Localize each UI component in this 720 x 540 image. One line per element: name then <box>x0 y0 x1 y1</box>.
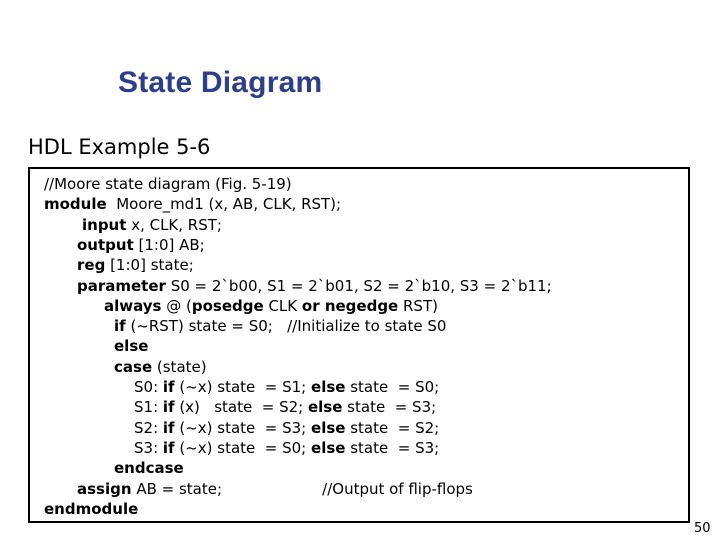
code-line <box>114 357 207 377</box>
code-keyword: endcase <box>114 459 184 478</box>
code-keyword: endmodule <box>44 499 139 518</box>
code-keyword: module <box>44 195 107 214</box>
code-keyword: case <box>114 357 153 376</box>
code-text: (state) <box>152 357 207 376</box>
code-line <box>77 276 552 296</box>
code-keyword: else <box>311 418 346 437</box>
code-line <box>114 316 446 336</box>
code-keyword: output <box>77 235 134 254</box>
code-block <box>28 167 690 523</box>
code-line <box>114 458 184 478</box>
code-text: (~RST) state = S0; //Initialize to state S0 <box>125 317 447 336</box>
code-keyword: or negedge <box>301 296 399 315</box>
code-text: (~x) state = S0; <box>174 438 312 457</box>
code-text: [1:0] AB; <box>133 235 205 254</box>
code-line <box>77 255 194 275</box>
code-line <box>82 215 222 235</box>
code-text: S1: <box>134 398 163 417</box>
code-text: x, CLK, RST; <box>126 215 222 234</box>
code-text: //Moore state diagram (Fig. 5-19) <box>44 175 292 193</box>
code-keyword: if <box>114 317 126 336</box>
code-keyword: always <box>104 296 162 315</box>
code-text: S0: <box>134 378 163 396</box>
code-text: state = S3; <box>345 438 440 457</box>
code-keyword: reg <box>77 256 106 275</box>
page-number: 50 <box>694 521 711 536</box>
code-text: S2: <box>134 418 163 437</box>
code-keyword: assign <box>77 479 132 498</box>
code-keyword: if <box>162 438 175 457</box>
code-text: CLK <box>263 296 302 315</box>
code-keyword: else <box>307 398 343 417</box>
code-line <box>44 499 138 519</box>
code-text: state = S3; <box>342 398 437 417</box>
code-keyword: posedge <box>191 296 264 315</box>
code-keyword: else <box>311 378 346 396</box>
slide-title: State Diagram <box>118 66 323 99</box>
code-keyword: parameter <box>77 276 166 295</box>
code-text: AB = state; //Output of flip-flops <box>131 479 473 498</box>
code-text: Moore_md1 (x, AB, CLK, RST); <box>106 195 342 214</box>
code-text: (x) state = S2; <box>174 398 308 417</box>
code-text: RST) <box>398 296 438 315</box>
code-line <box>77 479 473 499</box>
code-text: [1:0] state; <box>105 256 194 275</box>
code-keyword: if <box>162 398 175 417</box>
code-keyword: else <box>311 438 346 457</box>
code-text: (~x) state = S3; <box>174 418 312 437</box>
code-text: state = S2; <box>345 418 440 437</box>
code-line <box>44 174 292 194</box>
code-text: S3: <box>134 438 163 457</box>
code-line <box>134 438 439 458</box>
code-text: (~x) state = S1; <box>174 378 312 396</box>
code-line <box>77 235 205 255</box>
code-keyword: if <box>162 378 175 396</box>
code-line <box>44 194 341 214</box>
code-line <box>134 418 439 438</box>
code-text: @ ( <box>161 296 192 315</box>
code-line <box>114 336 148 356</box>
code-text: S0 = 2`b00, S1 = 2`b01, S2 = 2`b10, S3 = 2`b11; <box>165 276 552 295</box>
slide-subtitle: HDL Example 5-6 <box>28 135 211 159</box>
code-keyword: if <box>162 418 175 437</box>
code-line <box>134 377 439 397</box>
code-line <box>104 296 438 316</box>
code-line <box>134 397 436 417</box>
code-text: state = S0; <box>345 378 440 396</box>
code-keyword: input <box>82 215 127 234</box>
code-keyword: else <box>114 337 149 356</box>
